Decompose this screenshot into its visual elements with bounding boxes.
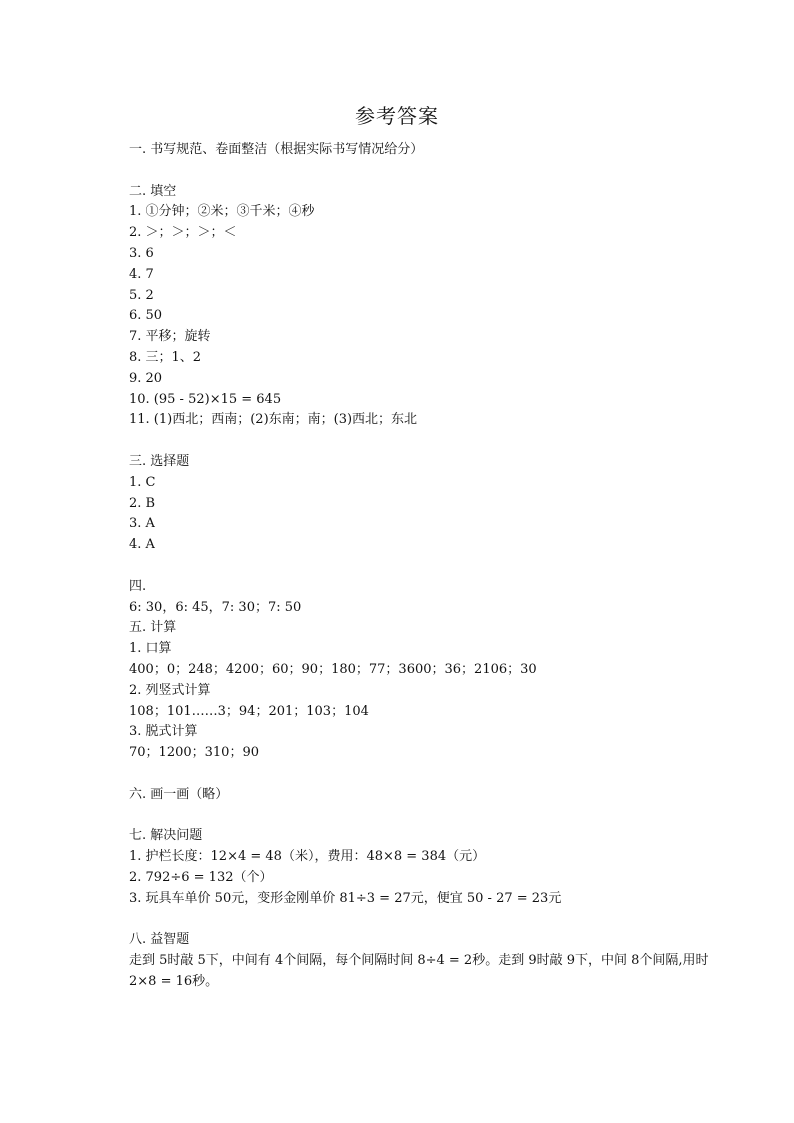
answer-line: 1. 护栏长度：12×4 = 48（米），费用：48×8 = 384（元） xyxy=(129,849,486,865)
blank-line xyxy=(129,806,729,827)
answer-line: 1. 口算 xyxy=(129,641,172,657)
answer-line: 3. 脱式计算 xyxy=(129,724,198,740)
blank-line xyxy=(129,556,729,577)
answer-line: 4. 7 xyxy=(129,266,154,282)
answer-line: 8. 三；1、2 xyxy=(129,349,202,365)
answer-line: 四. xyxy=(129,578,147,594)
answer-line: 3. A xyxy=(129,516,155,532)
answer-line: 1. ①分钟；②米；③千米；④秒 xyxy=(129,204,315,220)
answer-line: 11. (1)西北；西南；(2)东南；南；(3)西北；东北 xyxy=(129,412,418,428)
answer-line: 10. (95 - 52)×15 = 645 xyxy=(129,391,282,407)
answer-line: 七. 解决问题 xyxy=(129,828,203,844)
answer-line: 6: 30，6: 45，7: 30；7: 50 xyxy=(129,599,302,615)
blank-line xyxy=(129,161,729,182)
blank-line xyxy=(129,431,729,452)
answer-line: 7. 平移；旋转 xyxy=(129,329,211,345)
answer-line: 6. 50 xyxy=(129,308,163,324)
answer-line: 八. 益智题 xyxy=(129,932,190,948)
answer-line: 一. 书写规范、卷面整洁（根据实际书写情况给分） xyxy=(129,142,424,157)
blank-line xyxy=(129,764,729,785)
answer-line: 二. 填空 xyxy=(129,183,177,199)
answer-line: 2. B xyxy=(129,495,156,511)
answer-line: 2. ＞；＞；＞；＜ xyxy=(129,225,237,241)
answer-line: 5. 2 xyxy=(129,287,154,303)
answer-line: 3. 玩具车单价 50元，变形金刚单价 81÷3 = 27元，便宜 50 - 27 = 23元 xyxy=(129,890,562,906)
answer-line: 走到 5时敲 5下，中间有 4个间隔，每个间隔时间 8÷4 = 2秒。走到 9时敲 9下，中间 8个间隔,用时 2×8 = 16秒。 xyxy=(129,953,709,989)
answer-line: 1. C xyxy=(129,474,156,490)
answer-line: 9. 20 xyxy=(129,370,163,386)
answer-line: 六. 画一画（略） xyxy=(129,786,229,802)
answer-line: 五. 计算 xyxy=(129,620,177,636)
blank-line xyxy=(129,909,729,930)
page-title: 参考答案 xyxy=(355,104,439,128)
answer-line: 2. 列竖式计算 xyxy=(129,682,211,698)
answer-line: 108；101……3；94；201；103；104 xyxy=(129,703,369,719)
answer-line: 70；1200；310；90 xyxy=(129,745,259,761)
answer-line: 2. 792÷6 = 132（个） xyxy=(129,869,273,885)
answer-line: 400；0；248；4200；60；90；180；77；3600；36；2106；30 xyxy=(129,661,537,677)
answer-content xyxy=(129,140,729,993)
answer-line: 三. 选择题 xyxy=(129,453,190,469)
answer-line: 4. A xyxy=(129,537,155,553)
answer-line: 3. 6 xyxy=(129,245,154,261)
